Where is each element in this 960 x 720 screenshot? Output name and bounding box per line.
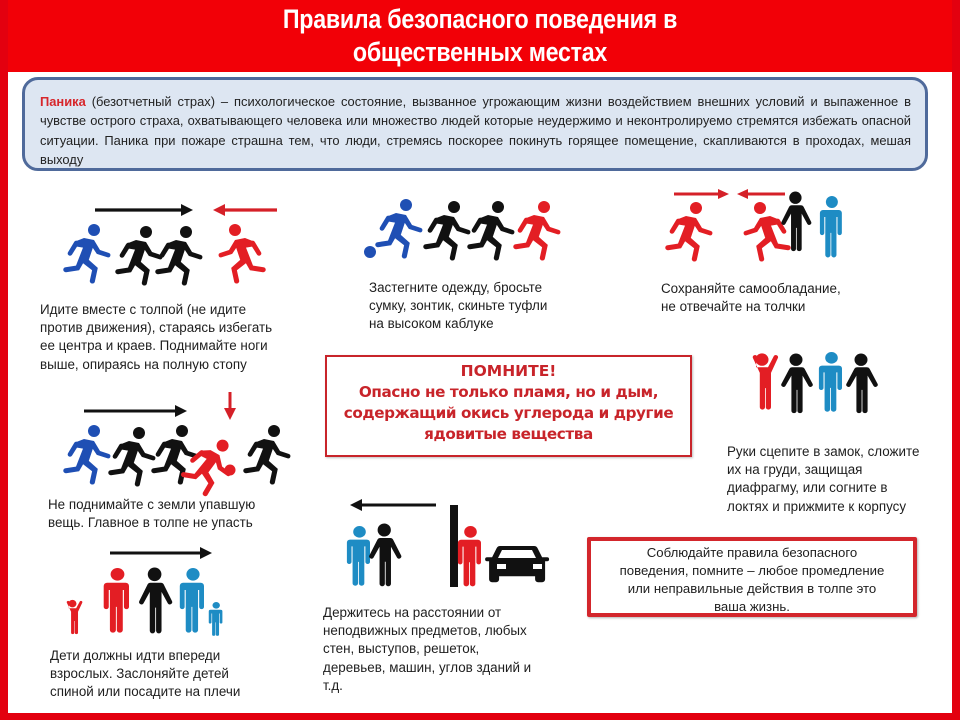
page-header [0,0,960,72]
tip-stay-calm-text: Сохраняйте самообладание, не отвечайте на толчки [661,281,841,315]
remember-warning-box: ПОМНИТЕ! Опасно не только пламя, но и дым, содержащий окись углерода и другие ядовитые вещества [325,355,692,457]
tip-children-first-text: Дети должны идти впереди взрослых. Заслоняйте детей спиной или посадите на плечи [50,648,241,700]
page-title-line-1: Правила безопасного поведения в [282,4,678,34]
tip-protect-chest-text: Руки сцепите в замок, сложите их на груди, защищая диафрагму, или согните в локтях и прижмите к корпусу [727,444,920,514]
panic-definition-text: (безотчетный страх) – психологическое состояние, вызванное угрожающим жизни воздействием внешних условий и выпаженное в чувстве острого страха, охватывающего человека или множество людей которые неудержимо и неконтролируемо стремятся избежать опасной ситуации. Паника при пожаре страшна тем, что люди, стремясь поскорее покинуть горящее помещение, скапливаются в проходах, мешая выходу [40,94,911,167]
observe-rules-box: Соблюдайте правила безопасного поведения, помните – любое промедление или неправильные действия в толпе это ваша жизнь. [587,537,917,617]
people-holding-hands-icon [750,352,895,422]
crowd-running-against-arrow-icon [62,198,272,283]
remember-title: ПОМНИТЕ! [460,362,557,380]
panic-definition-box [22,77,928,171]
tip-dont-pick-up-text: Не поднимайте с земли упавшую вещь. Главное в толпе не упасть [48,497,256,531]
pushing-figures-and-calm-people-icon [660,184,860,269]
family-walking-icon [60,544,240,636]
tip-go-with-crowd-text: Идите вместе с толпой (не идите против движения), стараясь избегать ее центра и краев. Поднимайте ноги выше, опираясь на полную стопу [40,302,273,372]
page-title-line-2: общественных местах [352,37,608,67]
panic-term: Паника [40,94,86,109]
tip-fasten-clothes-text: Застегните одежду, бросьте сумку, зонтик, скиньте туфли на высоком каблуке [369,280,548,332]
tip-keep-distance-text: Держитесь на расстоянии от неподвижных предметов, любых стен, выступов, решеток, деревьев, машин, углов зданий и т.д. [323,605,532,693]
people-wall-car-icon [346,494,561,589]
crowd-running-with-dropped-item-icon [360,195,570,265]
crowd-running-person-falling-icon [62,392,302,482]
